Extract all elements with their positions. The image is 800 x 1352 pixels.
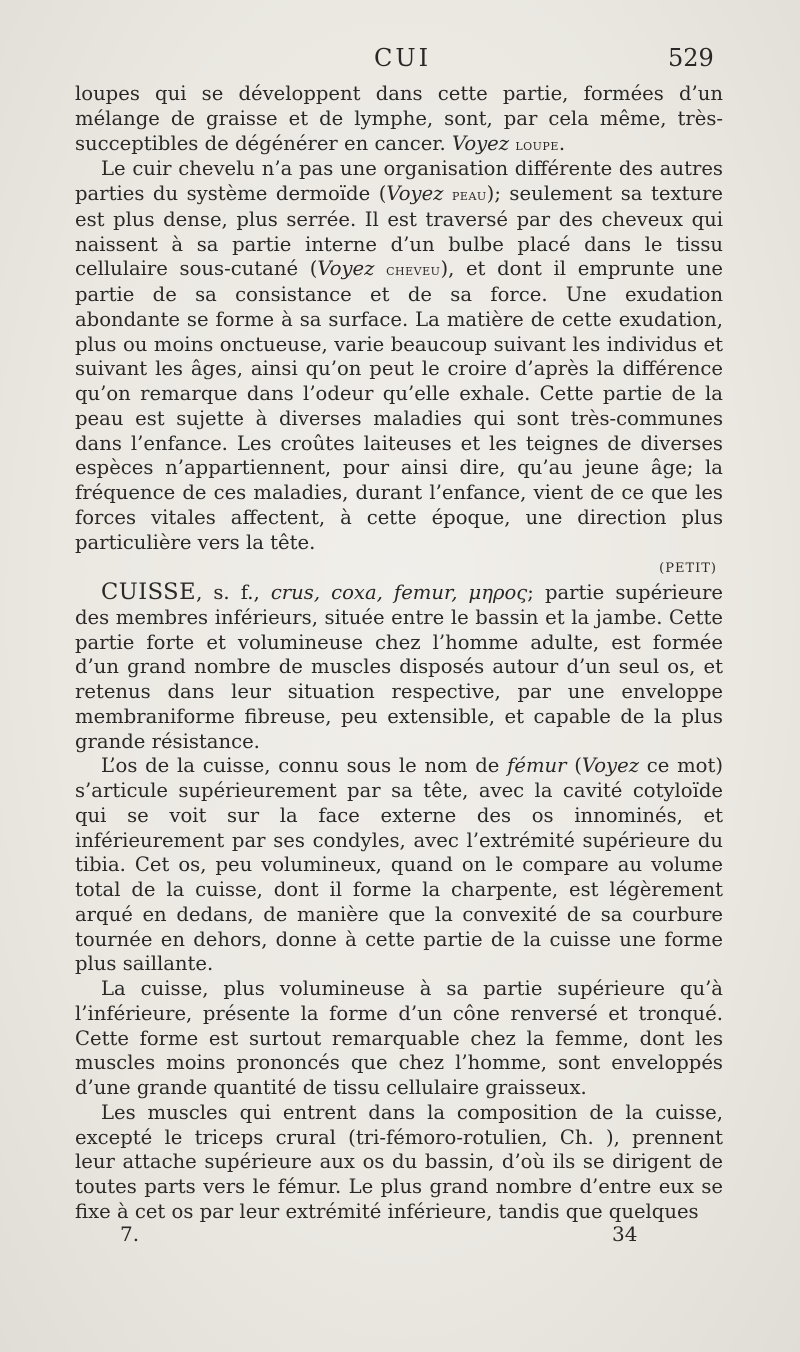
paragraph	[75, 1101, 723, 1225]
italic-run: Voyez	[581, 754, 640, 778]
text-run: , s. f.,	[196, 581, 271, 604]
text-run: ), et dont il emprunte une partie de sa consistance et de sa force. Une exudation abondante se forme à sa surface. La matière de cette exudation, plus ou moins onctueuse, varie beaucoup suivant les individus et suivant les âges, ainsi qu’on peut le croire d’après la différence qu’on remarque dans l’odeur qu’elle exhale. Cette partie de la peau est sujette à diverses maladies qui sont très-communes dans l’enfance. Les croûtes laiteuses et les teignes de diverses espèces n’appartiennent, pour ainsi dire, qu’au jeune âge; la fréquence de ces maladies, durant l’enfance, vient de ce que les forces vitales affectent, à cette époque, une direction plus particulière vers la tête.	[75, 257, 723, 554]
headword: CUISSE	[101, 579, 197, 605]
italic-run: Voyez	[317, 257, 375, 281]
paragraph	[75, 157, 723, 555]
text-run: Le cuir chevelu n’a pas une organisation différente des autres parties du système dermoïde (	[75, 157, 723, 205]
signature-mark: 7.	[120, 1222, 140, 1246]
text-run	[444, 182, 453, 205]
cross-reference: loupe	[515, 135, 559, 154]
text-run: .	[558, 131, 566, 155]
page-header	[0, 40, 800, 84]
text-run: ; partie supérieure des membres inférieurs, située entre le bassin et la jambe. Cette partie forte et volumineuse chez l’homme adulte, est formée d’un grand nombre de muscles disposés autour d’un seul os, et retenus dans leur situation respective, par une enveloppe membraniforme fibreuse, peu extensible, et capable de la plus grande résistance.	[75, 581, 723, 753]
text-run	[374, 257, 386, 280]
italic-run: Voyez	[386, 182, 444, 205]
italic-run: crus, coxa, femur, μηρος	[270, 581, 528, 604]
author-signature: (PETIT)	[659, 561, 717, 577]
text-run: ce mot) s’articule supérieurement par sa tête, avec la cavité cotyloïde qui se voit sur la face externe des os innominés, et inférieurement par ses condyles, avec l’extrémité supérieure du tibia. Cet os, peu volumineux, quand on le compare au volume total de la cuisse, dont il forme la charpente, est légèrement arqué en dedans, de manière que la convexité de sa courbure tournée en dehors, donne à cette partie de la cuisse une forme plus saillante.	[75, 754, 723, 976]
text-run: loupes qui se développent dans cette partie, formées d’un mélange de graisse et de lymphe, sont, par cela même, très-succeptibles de dégénérer en cancer.	[75, 82, 723, 155]
sheet-number: 34	[612, 1222, 638, 1246]
running-title: CUI	[374, 44, 432, 72]
body-text	[75, 82, 723, 1225]
page-footer	[0, 1222, 800, 1252]
text-run: L’os de la cuisse, connu sous le nom de	[101, 754, 508, 778]
text-run: Les muscles qui entrent dans la composition de la cuisse, excepté le triceps crural (tri-fémoro-rotulien, Ch. ), prennent leur attache supérieure aux os du bassin, d’où ils se dirigent de toutes parts vers le fémur. Le plus grand nombre d’entre eux se fixe à cet os par leur extrémité inférieure, tandis que quelques	[75, 1100, 723, 1223]
page-number: 529	[668, 44, 714, 72]
text-run: ); seulement sa texture est plus dense, plus serrée. Il est traversé par des cheveux qui naissent à sa partie interne d’un bulbe placé dans le tissu cellulaire sous-cutané (	[75, 182, 723, 281]
paragraph	[75, 754, 723, 977]
text-run: (	[566, 754, 582, 778]
paragraph	[75, 977, 723, 1101]
cross-reference: peau	[452, 186, 487, 204]
paragraph	[75, 82, 723, 157]
italic-run: fémur	[507, 754, 567, 778]
text-run: La cuisse, plus volumineuse à sa partie supérieure qu’à l’inférieure, présente la forme d’un cône renversé et tronqué. Cette forme est surtout remarquable chez la femme, dont les muscles moins prononcés que chez l’homme, sont enveloppés d’une grande quantité de tissu cellulaire graisseux.	[75, 977, 723, 1099]
paragraph-entry-cuisse	[75, 580, 723, 754]
italic-run: Voyez	[451, 131, 510, 155]
cross-reference: cheveu	[386, 261, 441, 280]
